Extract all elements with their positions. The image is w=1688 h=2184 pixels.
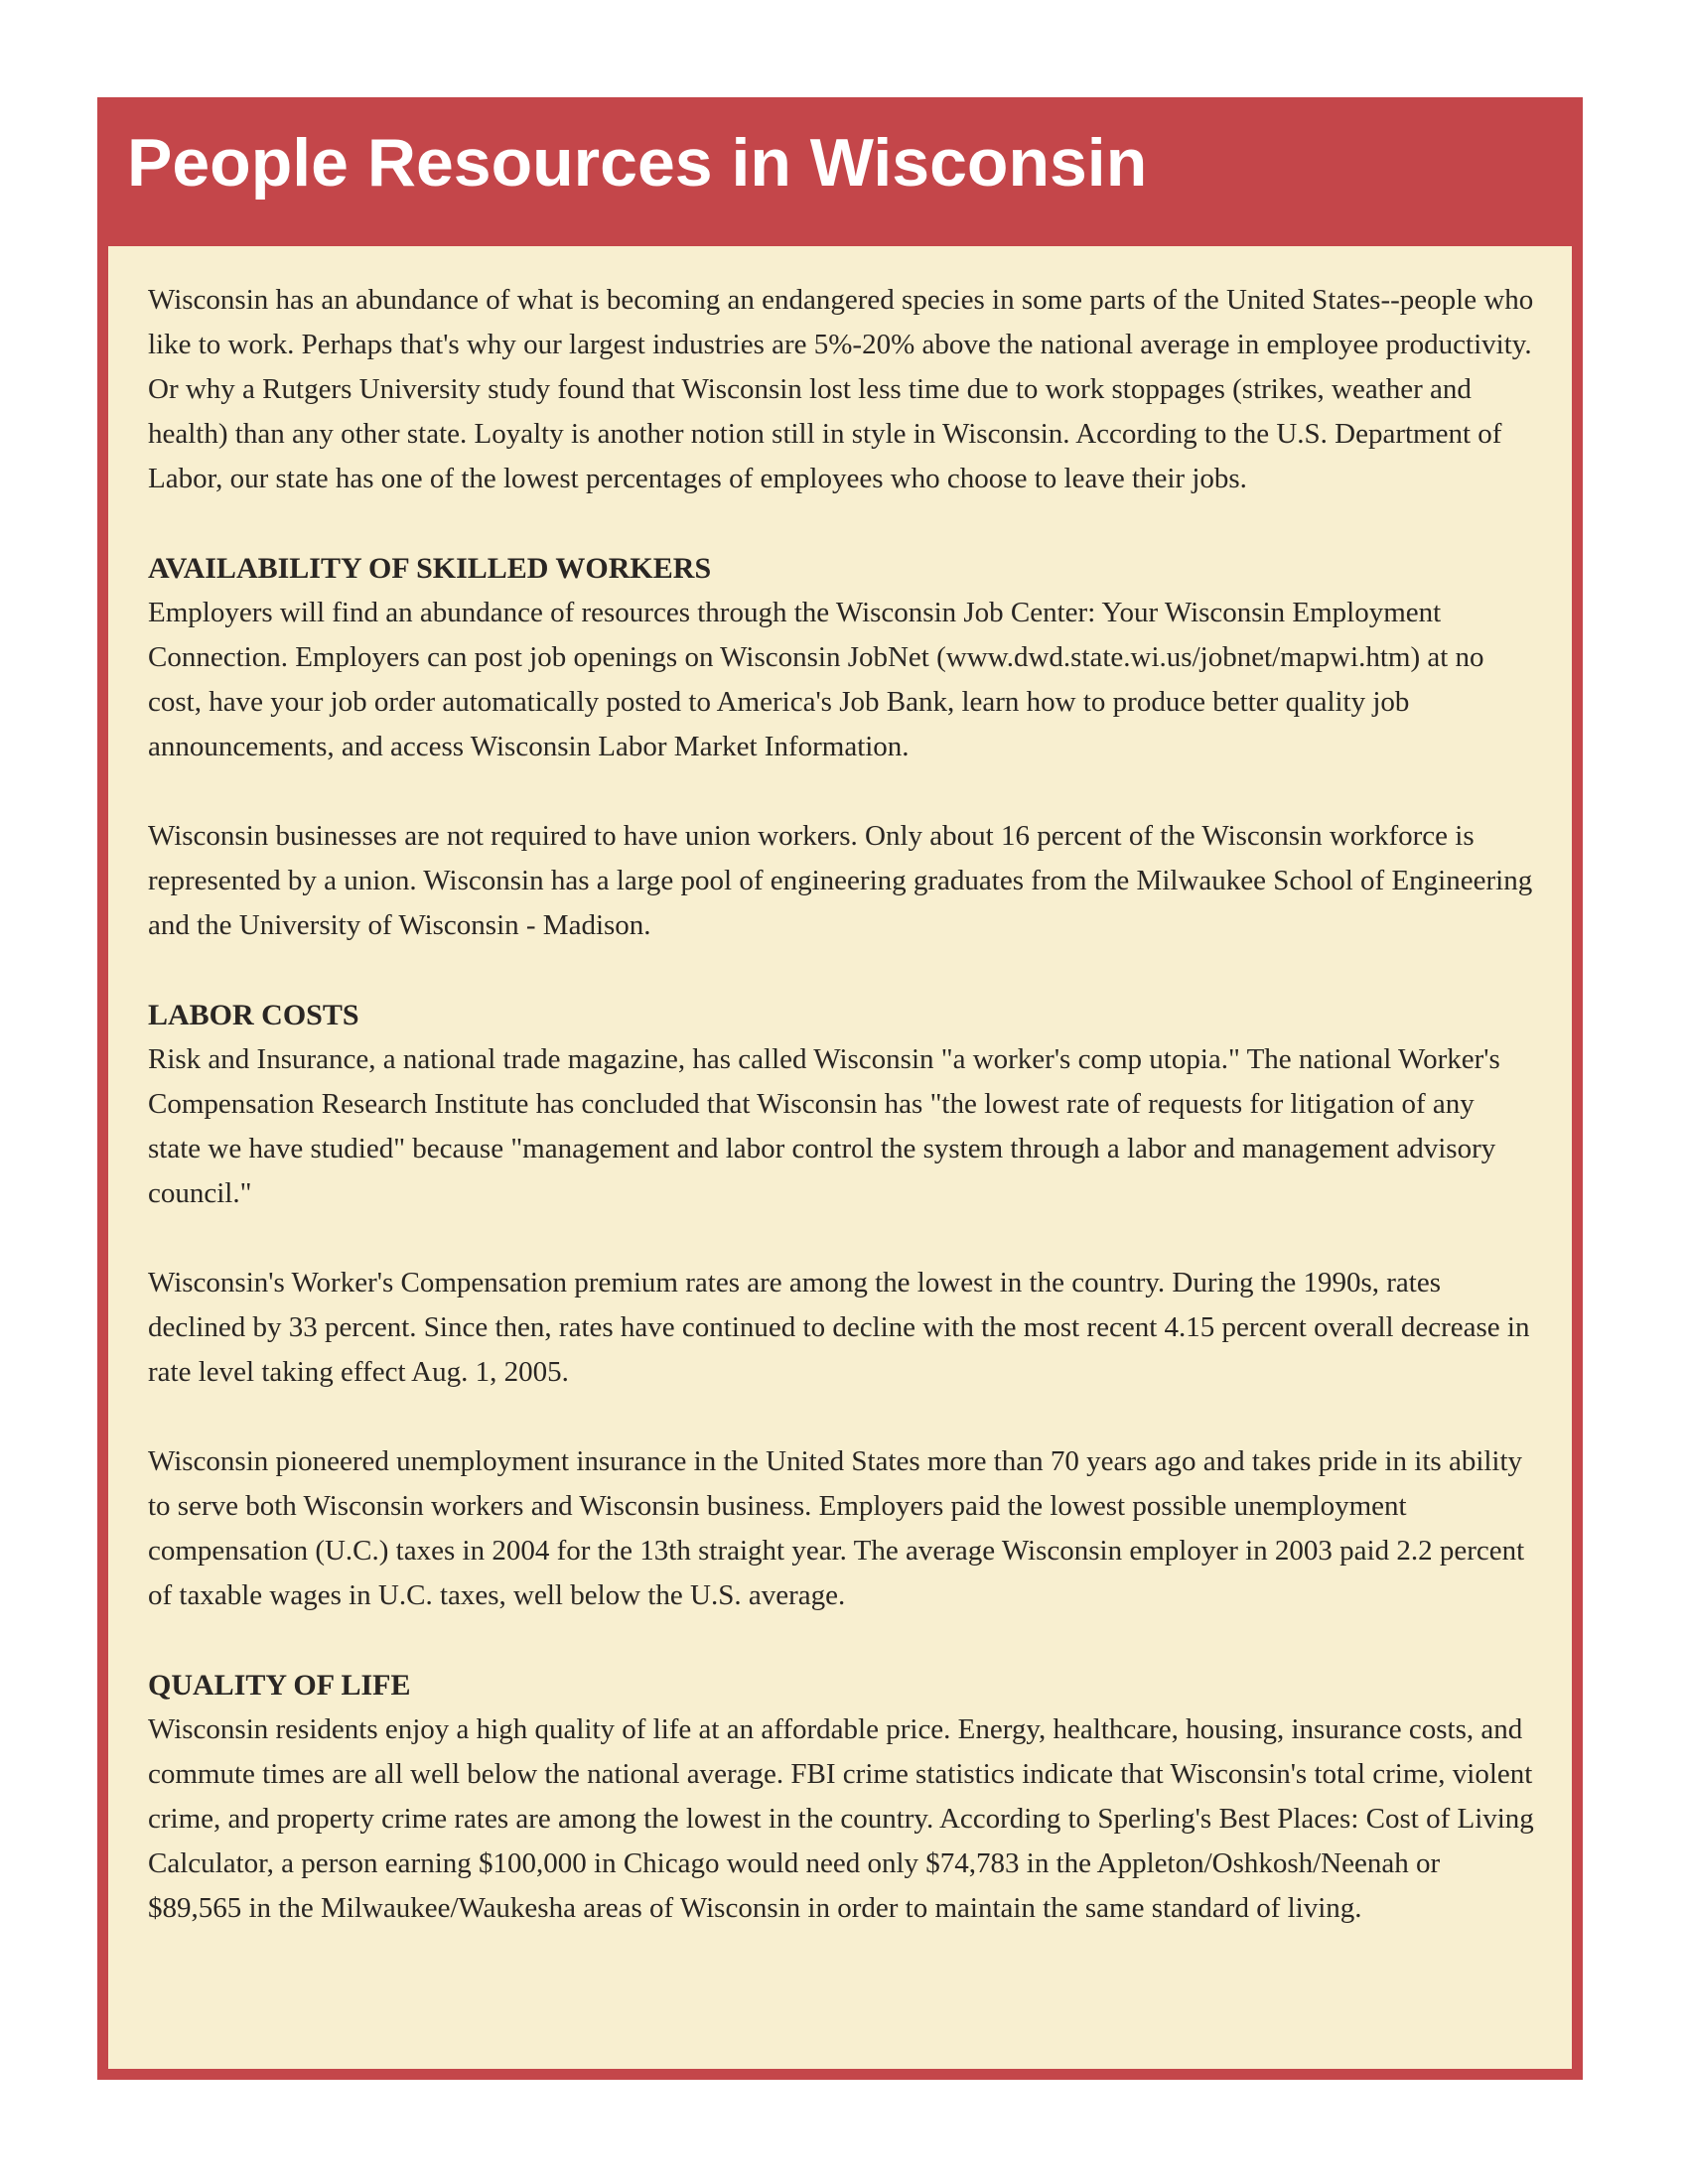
title-bar xyxy=(97,97,1583,246)
skilled-workers-paragraph-1: Employers will find an abundance of resources through the Wisconsin Job Center: Your Wisconsin Employment Connection. Employers can post job openings on Wisconsin JobNet (www.dwd.state.wi.us/jobnet/mapwi.htm) at no cost, have your job order automatically posted to America's Job Bank, learn how to produce better quality job announcements, and access Wisconsin Labor Market Information. xyxy=(148,597,1484,762)
labor-costs-paragraph-1: Risk and Insurance, a national trade magazine, has called Wisconsin "a worker's comp utopia." The national Worker's Compensation Research Institute has concluded that Wisconsin has "the lowest rate of requests for litigation of any state we have studied" because "management and labor control the system through a labor and management advisory council." xyxy=(148,1043,1500,1209)
skilled-workers-section xyxy=(148,546,1534,769)
quality-of-life-paragraph: Wisconsin residents enjoy a high quality of life at an affordable price. Energy, healthcare, housing, insurance costs, and commute times are all well below the national average. FBI crime statistics indicate that Wisconsin's total crime, violent crime, and property crime rates are among the lowest in the country. According to Sperling's Best Places: Cost of Living Calculator, a person earning $100,000 in Chicago would need only $74,783 in the Appleton/Oshkosh/Neenah or $89,565 in the Milwaukee/Waukesha areas of Wisconsin in order to maintain the same standard of living. xyxy=(148,1713,1534,1924)
labor-costs-paragraph-3: Wisconsin pioneered unemployment insurance in the United States more than 70 years ago and takes pride in its ability to serve both Wisconsin workers and Wisconsin business. Employers paid the lowest possible unemployment compensation (U.C.) taxes in 2004 for the 13th straight year. The average Wisconsin employer in 2003 paid 2.2 percent of taxable wages in U.C. taxes, well below the U.S. average. xyxy=(148,1445,1525,1611)
page-frame xyxy=(97,97,1583,2080)
skilled-workers-paragraph-2: Wisconsin businesses are not required to have union workers. Only about 16 percent of the Wisconsin workforce is represented by a union. Wisconsin has a large pool of engineering graduates from the Milwaukee School of Engineering and the University of Wisconsin - Madison. xyxy=(148,820,1533,941)
premium-rates-section xyxy=(148,1261,1534,1395)
intro-paragraph: Wisconsin has an abundance of what is becoming an endangered species in some parts of the United States--people who like to work. Perhaps that's why our largest industries are 5%-20% above the national average in employee productivity. Or why a Rutgers University study found that Wisconsin lost less time due to work stoppages (strikes, weather and health) than any other state. Loyalty is another notion still in style in Wisconsin. According to the U.S. Department of Labor, our state has one of the lowest percentages of employees who choose to leave their jobs. xyxy=(148,284,1534,494)
labor-costs-paragraph-2: Wisconsin's Worker's Compensation premium rates are among the lowest in the country. During the 1990s, rates declined by 33 percent. Since then, rates have continued to decline with the most recent 4.15 percent overall decrease in rate level taking effect Aug. 1, 2005. xyxy=(148,1267,1530,1388)
section-heading-labor-costs: LABOR COSTS xyxy=(148,999,359,1031)
union-section xyxy=(148,814,1534,948)
unemployment-section xyxy=(148,1439,1534,1618)
content-panel xyxy=(108,246,1572,2069)
intro-section xyxy=(148,278,1534,501)
page-title: People Resources in Wisconsin xyxy=(127,125,1148,201)
section-heading-quality-of-life: QUALITY OF LIFE xyxy=(148,1669,411,1702)
quality-of-life-section xyxy=(148,1663,1534,1931)
section-heading-skilled-workers: AVAILABILITY OF SKILLED WORKERS xyxy=(148,552,712,585)
labor-costs-section xyxy=(148,993,1534,1216)
